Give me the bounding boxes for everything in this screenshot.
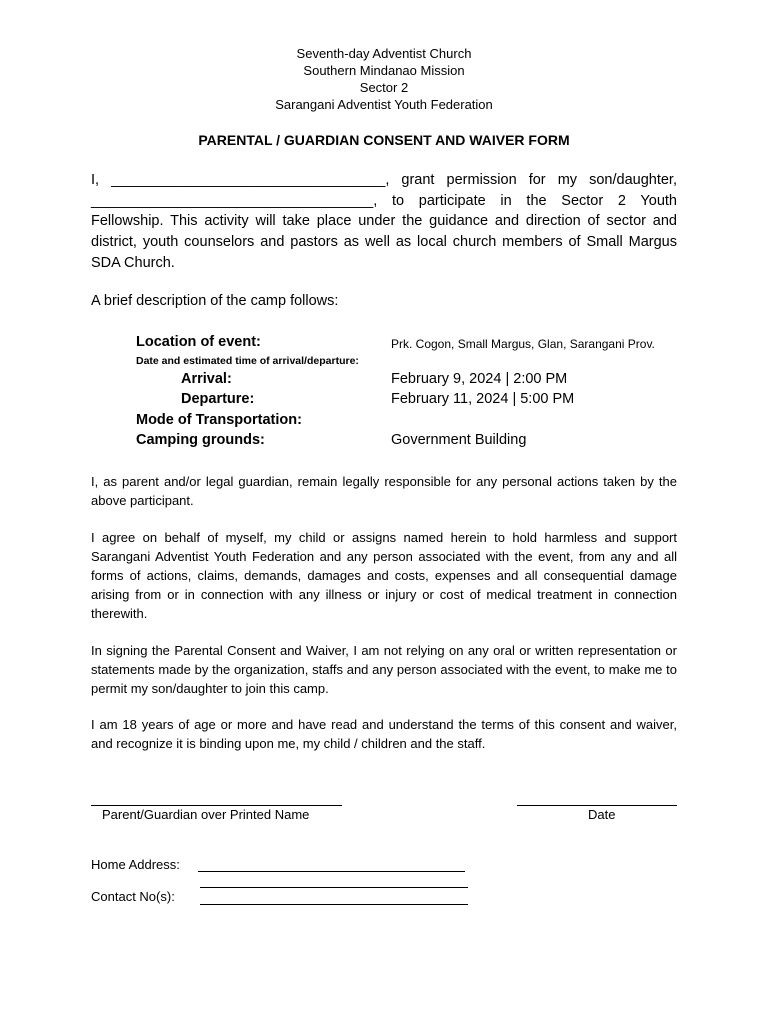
- home-address-line-1[interactable]: [198, 871, 465, 872]
- location-label: Location of event:: [136, 334, 261, 350]
- signature-name-label: Parent/Guardian over Printed Name: [102, 807, 310, 822]
- date-label: Date: [588, 807, 616, 822]
- home-address-label: Home Address:: [91, 857, 180, 872]
- representation-paragraph: In signing the Parental Consent and Waiver, I am not relying on any oral or written representation or statements made by the organization, staffs and any person associated with the event, to make me to permit my son/daughter to join this camp.: [91, 643, 677, 696]
- departure-value: February 11, 2024 | 5:00 PM: [391, 391, 575, 407]
- date-note: Date and estimated time of arrival/departure:: [136, 355, 359, 367]
- departure-label: Departure:: [181, 391, 255, 407]
- form-title: PARENTAL / GUARDIAN CONSENT AND WAIVER FORM: [198, 132, 570, 148]
- arrival-label: Arrival:: [181, 371, 232, 387]
- hold-harmless-paragraph: I agree on behalf of myself, my child or assigns named herein to hold harmless and support Sarangani Adventist Youth Federation and any person associated with the event, from any and all forms of actions, claims, demands, damages and costs, expenses and all consequential damage arising from or in connection with any illness or injury or cost of medical treatment in connection therewith.: [91, 530, 677, 621]
- arrival-value: February 9, 2024 | 2:00 PM: [391, 371, 568, 387]
- home-address-line-2[interactable]: [200, 887, 468, 888]
- grounds-label: Camping grounds:: [136, 432, 265, 448]
- transport-label: Mode of Transportation:: [136, 412, 302, 428]
- intro-paragraph: I, __________________________________, grant permission for my son/daughter, ___________________________________, to participate in the Sector 2 Youth Fellowship. This activity will take place under the guidance and direction of sector and district, youth counselors and pastors as well as local church members of Small Margus SDA Church.: [91, 172, 677, 271]
- church-name: Seventh-day Adventist Church: [296, 46, 472, 61]
- letterhead: [0, 45, 768, 113]
- contact-label: Contact No(s):: [91, 889, 175, 904]
- sector-name: Sector 2: [359, 80, 409, 95]
- location-value: Prk. Cogon, Small Margus, Glan, Sarangani Prov.: [391, 337, 655, 351]
- federation-name: Sarangani Adventist Youth Federation: [275, 97, 493, 112]
- date-line[interactable]: [517, 805, 677, 806]
- signature-line[interactable]: [91, 805, 342, 806]
- grounds-value: Government Building: [391, 432, 527, 448]
- contact-line[interactable]: [200, 904, 468, 905]
- responsibility-paragraph: I, as parent and/or legal guardian, remain legally responsible for any personal actions taken by the above participant.: [91, 474, 677, 508]
- age-acknowledgement-paragraph: I am 18 years of age or more and have read and understand the terms of this consent and waiver, and recognize it is binding upon me, my child / children and the staff.: [91, 717, 677, 751]
- mission-name: Southern Mindanao Mission: [303, 63, 465, 78]
- brief-description: A brief description of the camp follows:: [91, 293, 339, 309]
